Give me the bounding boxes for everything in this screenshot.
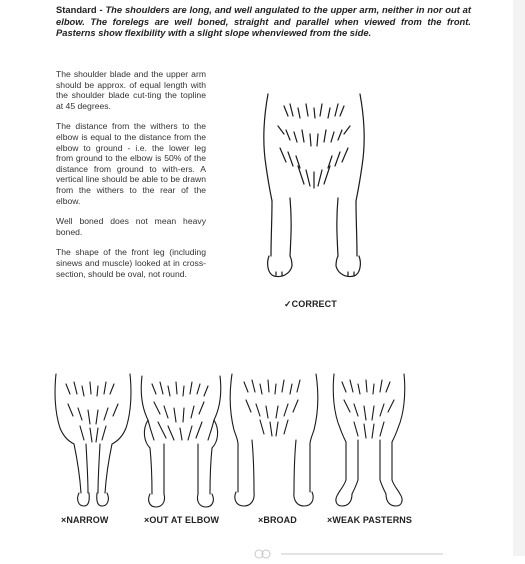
standard-paragraph — [56, 4, 471, 39]
standard-lead: Standard — [56, 4, 97, 15]
weak-pasterns-caption — [327, 515, 412, 525]
page-edge-strip — [513, 0, 525, 556]
out-at-elbow-caption — [144, 515, 219, 525]
cross-mark-icon: × — [258, 515, 264, 525]
broad-front-legs-illustration — [226, 364, 322, 510]
weak-pasterns-front-legs-illustration — [326, 366, 412, 510]
paragraph-distance: The distance from the withers to the elbow is equal to the distance from the elbow to ground - i.e. the lower leg from ground to the elbow is 50% of the distance from ground to with-ers. A vertical line should be able to be drawn from the withers to the rear of the elbow. — [56, 121, 206, 206]
out-at-elbow-front-legs-illustration — [136, 368, 226, 510]
narrow-label: NARROW — [66, 515, 109, 525]
broad-label: BROAD — [263, 515, 297, 525]
out-at-elbow-label: OUT AT ELBOW — [149, 515, 220, 525]
footer-watermark — [253, 546, 453, 556]
correct-label: CORRECT — [291, 299, 337, 309]
weak-pasterns-label: WEAK PASTERNS — [332, 515, 412, 525]
standard-text: - The shoulders are long, and well angulated to the upper arm, neither in nor out at elbow. The forelegs are well boned, straight and parallel when viewed from the front. Pasterns show flexibility with a slight slope whenviewed from the side. — [56, 4, 471, 39]
cross-mark-icon: × — [61, 515, 67, 525]
broad-caption — [258, 515, 297, 525]
correct-front-legs-illustration — [254, 86, 374, 291]
correct-caption — [284, 299, 337, 310]
paragraph-shape: The shape of the front leg (including sinews and muscle) looked at in cross-section, should be oval, not round. — [56, 247, 206, 279]
paragraph-boned: Well boned does not mean heavy boned. — [56, 216, 206, 237]
cross-mark-icon: × — [327, 515, 333, 525]
paragraph-shoulder: The shoulder blade and the upper arm should be approx. of equal length with the shoulder blade cut-ting the topline at 45 degrees. — [56, 69, 206, 111]
narrow-front-legs-illustration — [50, 368, 136, 510]
narrow-caption — [61, 515, 108, 525]
cross-mark-icon: × — [144, 515, 150, 525]
check-mark-icon: ✓ — [284, 299, 292, 309]
explanation-column — [56, 69, 206, 289]
